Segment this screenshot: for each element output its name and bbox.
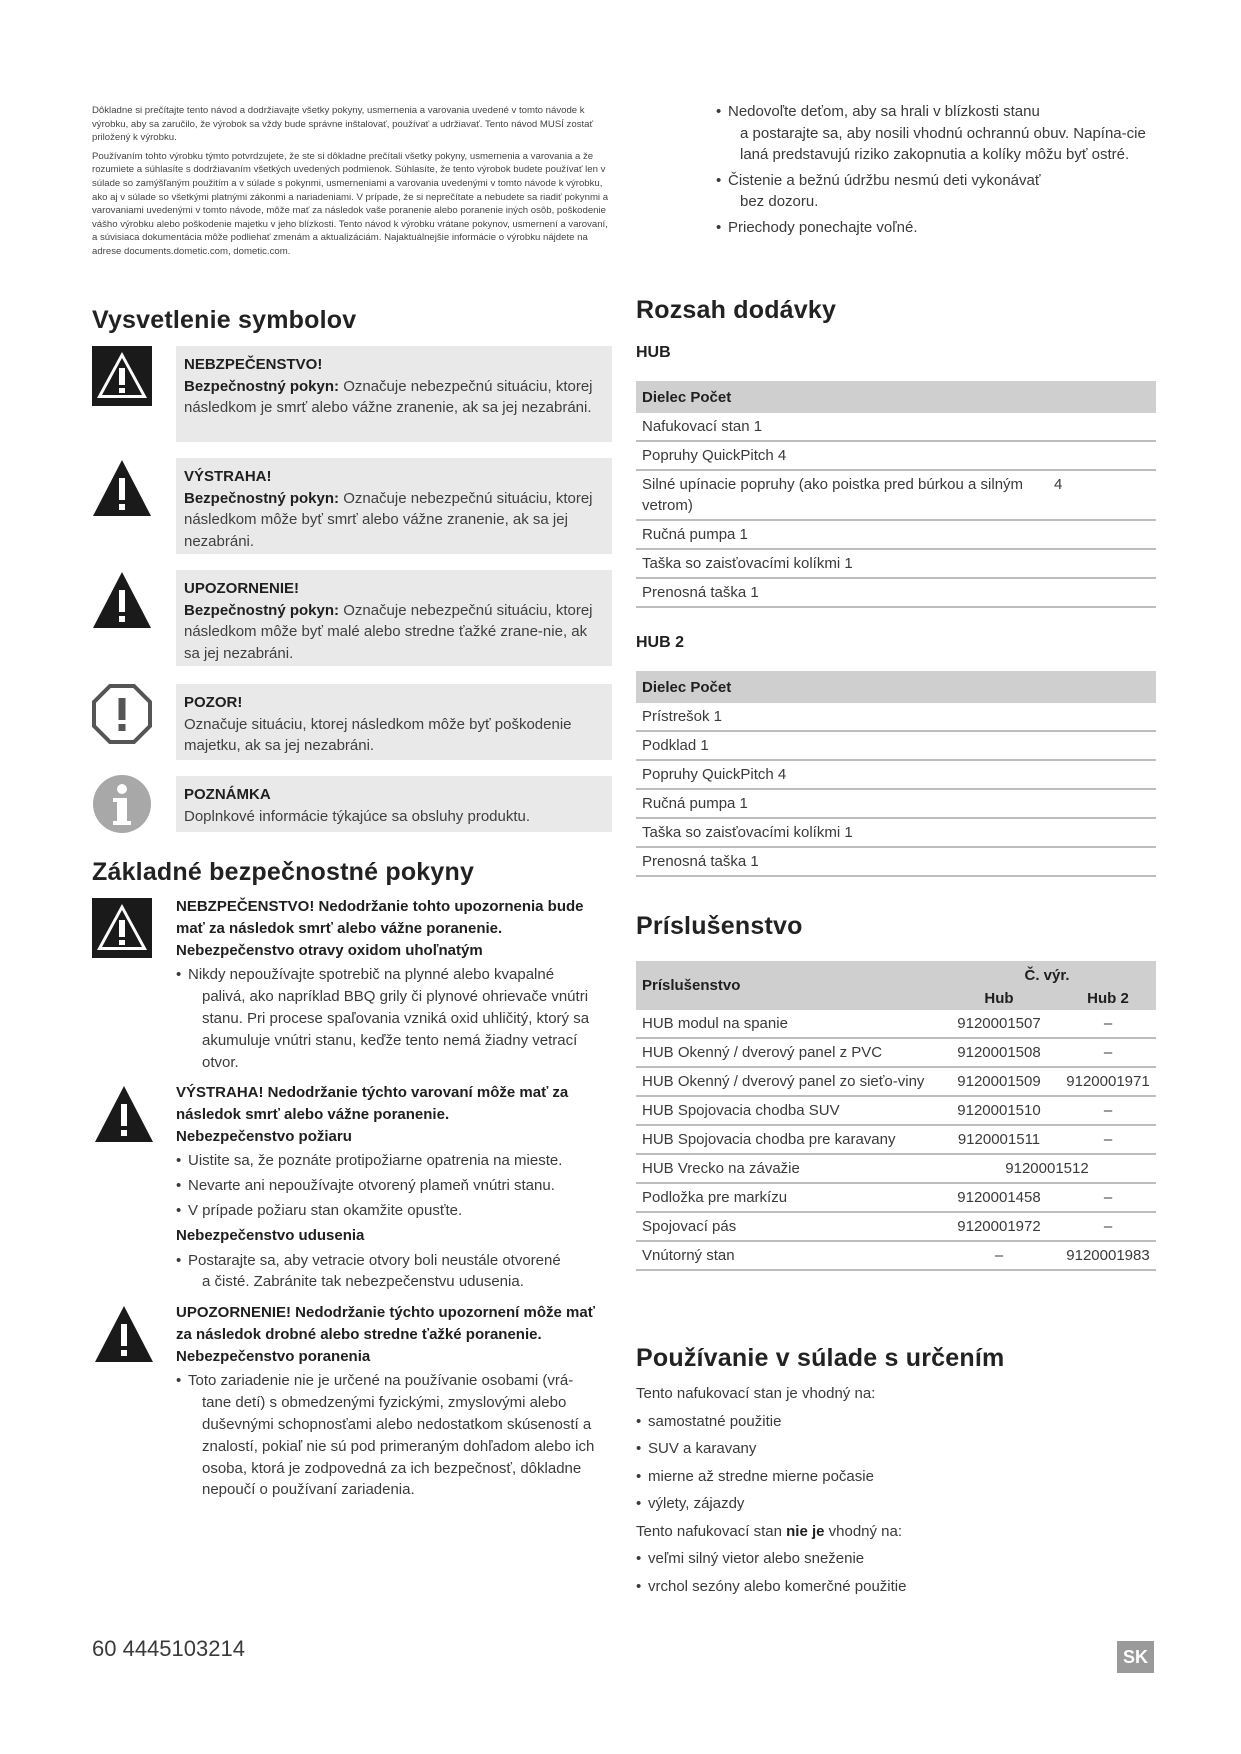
symbol-warning xyxy=(92,458,612,554)
symbol-notice xyxy=(92,684,612,760)
list-item: • Postarajte sa, aby vetracie otvory boli neustále otvorené a čisté. Zabránite tak nebezpečenstvu udusenia. xyxy=(176,1250,612,1294)
table-row: Popruhy QuickPitch 4 xyxy=(636,760,1156,789)
list-item: • Nikdy nepoužívajte spotrebič na plynné alebo kvapalné palivá, ako napríklad BBQ grily či plynové ohrievače vnútri stanu. Pri procese spaľovania vzniká oxid uhličitý, ktorý sa akumuluje vnútri stanu, keďže tento nemá žiadny vetrací otvor. xyxy=(176,964,612,1073)
danger-title: NEBZPEČENSTVO! xyxy=(184,356,323,373)
warning-text: Označuje nebezpečnú situáciu, ktorej následkom môže byť smrť alebo vážne zranenie, ak sa jej nezabráni. xyxy=(184,489,593,550)
warning-description-box xyxy=(176,458,612,554)
part-number-column-header: Č. výr. xyxy=(938,961,1156,987)
table-row: Vnútorný stan – 9120001983 xyxy=(636,1241,1156,1270)
symbol-caution xyxy=(92,570,612,666)
table-row: HUB Spojovacia chodba SUV 9120001510 – xyxy=(636,1096,1156,1125)
symbol-note xyxy=(92,776,612,832)
warning-triangle-icon xyxy=(92,1084,156,1144)
notice-description-box xyxy=(176,684,612,760)
table-row: Taška so zaisťovacími kolíkmi 1 xyxy=(636,549,1156,578)
table-row: HUB Okenný / dverový panel zo sieťo-viny 9120001509 9120001971 xyxy=(636,1067,1156,1096)
caution-text: Označuje nebezpečnú situáciu, ktorej následkom môže byť malé alebo stredne ťažké zrane-nie, ak sa jej nezabráni. xyxy=(184,601,593,662)
danger-sign-icon xyxy=(92,346,152,406)
caution-safety-label: Bezpečnostný pokyn: xyxy=(184,601,340,619)
caution-description-box xyxy=(176,570,612,666)
warning-safety-label: Bezpečnostný pokyn: xyxy=(184,489,340,507)
notice-text: Označuje situáciu, ktorej následkom môže byť poškodenie majetku, ak sa jej nezabráni. xyxy=(184,715,572,754)
list-item: • veľmi silný vietor alebo sneženie xyxy=(636,1545,1156,1573)
table-header: Dielec Počet xyxy=(636,381,1156,413)
danger-safety-label: Bezpečnostný pokyn: xyxy=(184,377,340,395)
note-title: POZNÁMKA xyxy=(184,786,271,803)
accessory-column-header: Príslušenstvo xyxy=(636,961,938,1010)
page-document-code: 60 4445103214 xyxy=(92,1636,245,1661)
list-item: • Nedovoľte deťom, aby sa hrali v blízkosti stanu a postarajte sa, aby nosili vhodnú ochrannú obuv. Napína-cie laná predstavujú riziko zakopnutia a kolíky môžu byť ostré. xyxy=(716,101,1156,166)
safety-danger-text xyxy=(176,896,612,1073)
accessories-heading: Príslušenstvo xyxy=(636,912,803,940)
table-row: Ručná pumpa 1 xyxy=(636,520,1156,549)
table-row: HUB Vrecko na závažie 9120001512 xyxy=(636,1154,1156,1183)
list-item: • V prípade požiaru stan okamžite opusťte. xyxy=(176,1200,612,1222)
hub-parts-table xyxy=(636,381,1156,608)
hub2-title: HUB 2 xyxy=(636,634,685,651)
suffocation-subheading: Nebezpečenstvo udusenia xyxy=(176,1226,365,1244)
safety-caution-block xyxy=(92,1302,612,1532)
table-row: Prenosná taška 1 xyxy=(636,847,1156,876)
hub-title: HUB xyxy=(636,344,671,361)
table-row: Podklad 1 xyxy=(636,731,1156,760)
list-item: • Uistite sa, že poznáte protipožiarne opatrenia na mieste. xyxy=(176,1150,612,1172)
intro-text xyxy=(92,104,612,264)
safety-warning-headline: VÝSTRAHA! Nedodržanie týchto varovaní môže mať za následok smrť alebo vážne poranenie. xyxy=(176,1084,569,1123)
scope-heading: Rozsah dodávky xyxy=(636,296,837,324)
table-row: Popruhy QuickPitch 4 xyxy=(636,441,1156,470)
hub2-parts-table xyxy=(636,671,1156,877)
intended-use-heading: Používanie v súlade s určením xyxy=(636,1344,1005,1372)
language-badge: SK xyxy=(1117,1641,1154,1673)
notice-title: POZOR! xyxy=(184,694,243,711)
symbols-heading: Vysvetlenie symbolov xyxy=(92,306,357,334)
safety-warning-text xyxy=(176,1082,612,1293)
danger-description-box xyxy=(176,346,612,442)
table-row: Ručná pumpa 1 xyxy=(636,789,1156,818)
intro-paragraph-2: Používaním tohto výrobku týmto potvrdzujete, že ste si dôkladne prečítali všetky pokyny, usmernenia a varovania a že rozumiete a súhlasíte s dodržiavaním všetkých uvedených podmienok. Súhlasíte, že tento výrobok budete používať len v súlade so zamýšľaným použitím a v súlade s pokynmi, usmerneniami a varovania uvedenými v tomto návode k výrobku, ako aj v súlade so všetkými platnými zákonmi a nariadeniami. V prípade, že si neprečítate a nebudete sa riadiť pokynmi a varovaniami uvedenými v tomto návode, môže mať za následok vaše poranenie alebo poranenie iných osôb, poškodenie vášho výrobku alebo poškodenie majetku v jeho blízkosti. Tento návod k výrobku vrátane pokynov, usmernení a varovaní, a súvisiaca dokumentácia môže podliehať zmenám a aktualizáciám. Najaktuálnejšie informácie o výrobku nájdete na adrese documents.dometic.com, dometic.com. xyxy=(92,150,609,257)
list-item: • Priechody ponechajte voľné. xyxy=(716,217,1156,239)
list-item: • výlety, zájazdy xyxy=(636,1490,1156,1518)
list-item: • Toto zariadenie nie je určené na používanie osobami (vrá- tane detí) s obmedzenými fyzickými, zmyslovými alebo duševnými schopnosťami alebo nedostatkom skúseností a znalostí, pokiaľ nie sú pod primeraným dohľadom alebo ich osoba, ktorá je zodpovedná za ich bezpečnosť, dôkladne nepoučí o používaní zariadenia. xyxy=(176,1370,612,1501)
table-row: Spojovací pás 9120001972 – xyxy=(636,1212,1156,1241)
info-circle-icon xyxy=(92,774,152,834)
table-row: HUB modul na spanie 9120001507 – xyxy=(636,1010,1156,1038)
symbol-danger xyxy=(92,346,612,442)
list-item: • vrchol sezóny alebo komerčné použitie xyxy=(636,1573,1156,1601)
warning-triangle-icon xyxy=(92,458,152,518)
list-item: • samostatné použitie xyxy=(636,1408,1156,1436)
unsuitable-intro: Tento nafukovací stan nie je vhodný na: xyxy=(636,1522,903,1540)
intro-paragraph-1: Dôkladne si prečítajte tento návod a dodržiavajte všetky pokyny, usmernenia a varovania uvedené v tomto návode k výrobku, aby sa zaručilo, že výrobok sa vždy bude správne inštalovať, používať a udržiavať. Tento návod MUSÍ zostať priložený k výrobku. xyxy=(92,105,594,144)
safety-danger-headline: NEBZPEČENSTVO! Nedodržanie tohto upozornenia bude mať za následok smrť alebo vážne poranenie. xyxy=(176,898,584,937)
hub-column-header: Hub xyxy=(938,987,1060,1010)
notice-octagon-icon xyxy=(92,684,152,744)
injury-hazard-subheading: Nebezpečenstvo poranenia xyxy=(176,1347,371,1365)
table-row: Nafukovací stan 1 xyxy=(636,413,1156,441)
danger-sign-icon xyxy=(92,898,152,958)
intended-use-body xyxy=(636,1380,1156,1600)
table-row: Prístrešok 1 xyxy=(636,703,1156,731)
table-row: HUB Spojovacia chodba pre karavany 9120001511 – xyxy=(636,1125,1156,1154)
table-row: Taška so zaisťovacími kolíkmi 1 xyxy=(636,818,1156,847)
safety-warning-block xyxy=(92,1082,612,1302)
danger-text: Označuje nebezpečnú situáciu, ktorej následkom je smrť alebo vážne zranenie, ak sa jej nezabráni. xyxy=(184,377,593,416)
warning-title: VÝSTRAHA! xyxy=(184,468,272,485)
table-row: Silné upínacie popruhy (ako poistka pred búrkou a silným vetrom) 4 xyxy=(636,470,1156,520)
list-item: • mierne až stredne mierne počasie xyxy=(636,1463,1156,1491)
safety-caution-text xyxy=(176,1302,612,1501)
note-text: Doplnkové informácie týkajúce sa obsluhy produktu. xyxy=(184,807,531,825)
safety-danger-subheading: Nebezpečenstvo otravy oxidom uhoľnatým xyxy=(176,941,483,959)
note-description-box xyxy=(176,776,612,832)
safety-danger-block xyxy=(92,896,612,1076)
fire-hazard-subheading: Nebezpečenstvo požiaru xyxy=(176,1127,352,1145)
accessories-table xyxy=(636,961,1156,1271)
table-row: HUB Okenný / dverový panel z PVC 9120001508 – xyxy=(636,1038,1156,1067)
list-item: • Čistenie a bežnú údržbu nesmú deti vykonávať bez dozoru. xyxy=(716,170,1156,213)
suitable-intro: Tento nafukovací stan je vhodný na: xyxy=(636,1385,876,1402)
safety-caution-headline: UPOZORNENIE! Nedodržanie týchto upozornení môže mať za následok drobné alebo stredne ťažké poranenie. xyxy=(176,1304,595,1343)
children-safety-list xyxy=(716,101,1156,242)
table-row: Prenosná taška 1 xyxy=(636,578,1156,607)
list-item: • SUV a karavany xyxy=(636,1435,1156,1463)
hub2-column-header: Hub 2 xyxy=(1060,987,1156,1010)
list-item: • Nevarte ani nepoužívajte otvorený plameň vnútri stanu. xyxy=(176,1175,612,1197)
caution-triangle-icon xyxy=(92,1304,156,1364)
safety-heading: Základné bezpečnostné pokyny xyxy=(92,858,475,886)
table-row: Podložka pre markízu 9120001458 – xyxy=(636,1183,1156,1212)
caution-title: UPOZORNENIE! xyxy=(184,580,300,597)
table-header: Dielec Počet xyxy=(636,671,1156,703)
caution-triangle-icon xyxy=(92,570,152,630)
